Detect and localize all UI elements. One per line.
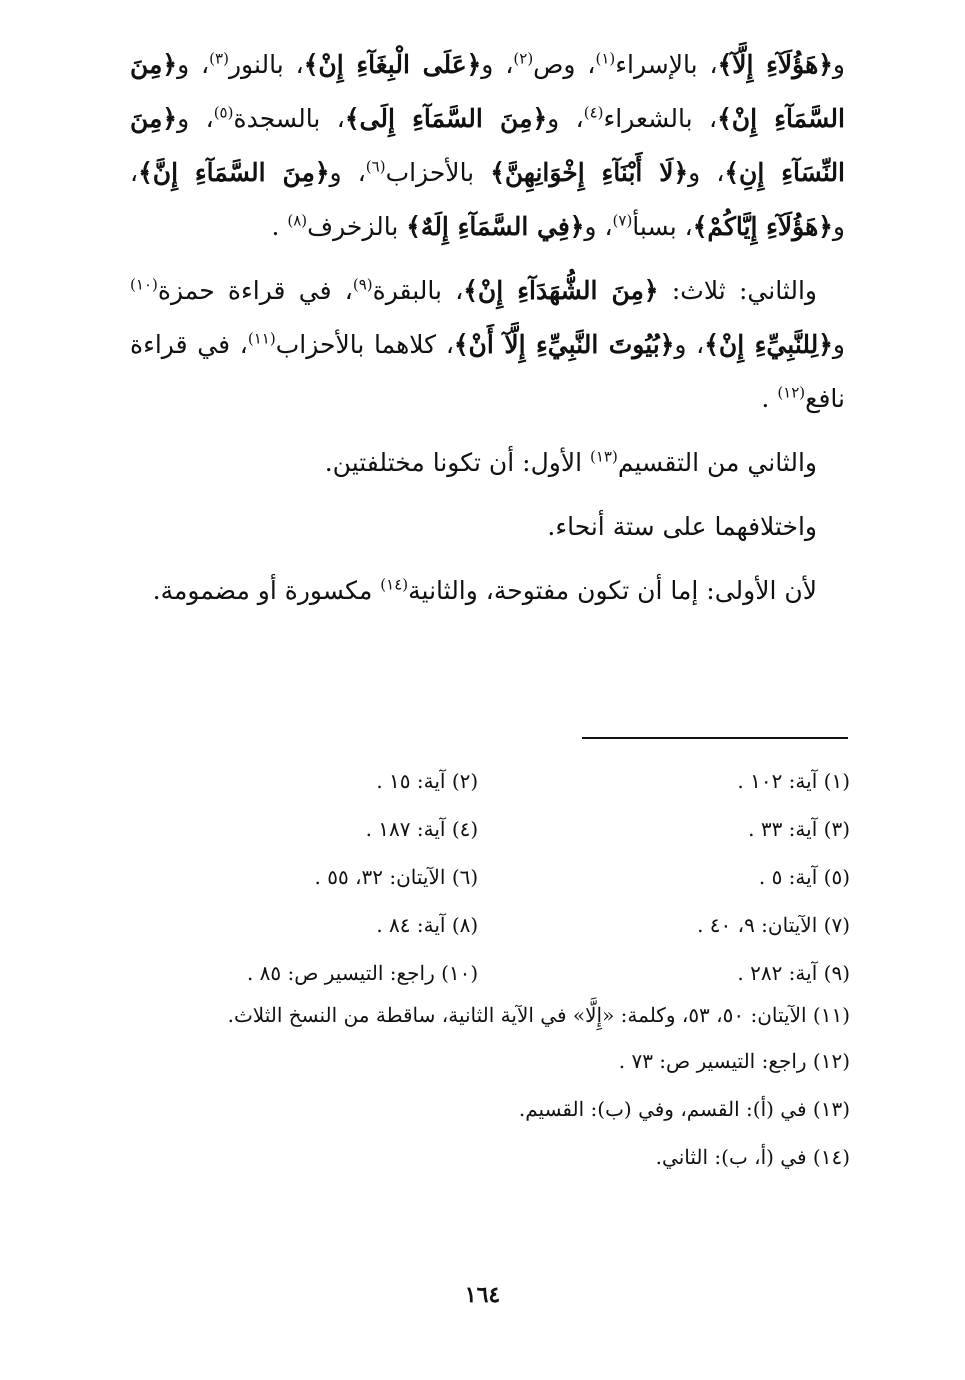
- text-run: ، وص: [533, 50, 596, 79]
- footnotes: [135, 757, 850, 1181]
- quran-quote: ﴿عَلَى الْبِغَآءِ إِنْ﴾: [303, 50, 482, 79]
- footnote-ref: (٢): [513, 49, 534, 68]
- text-run: ، بسبأ: [632, 212, 693, 241]
- quran-quote: ﴿هَؤُلَآءِ إِلَّآ﴾: [717, 50, 833, 79]
- footnote-ref: (١٤): [380, 575, 409, 594]
- quran-quote: ﴿مِنَ السَّمَآءِ إِنْ﴾: [130, 50, 845, 133]
- footnote-row: [135, 805, 850, 853]
- text-run: ، و: [177, 104, 214, 133]
- footnote: (٩) آية: ٢٨٢ .: [737, 961, 850, 985]
- text-run: ، في قراءة حمزة: [157, 276, 353, 305]
- paragraph-1: [130, 38, 845, 254]
- text-run: ، و: [481, 50, 514, 79]
- footnote-ref: (٤): [583, 103, 604, 122]
- footnote-divider: [582, 737, 848, 739]
- text-run: .: [761, 384, 778, 413]
- text-run: بالزخرف: [307, 212, 407, 241]
- footnote: (١٢) راجع: التيسير ص: ٧٣ .: [618, 1049, 850, 1073]
- page-number: ١٦٤: [464, 1282, 501, 1308]
- footnote-ref: (٧): [612, 211, 633, 230]
- text-run: ، في قراءة نافع: [130, 330, 845, 413]
- footnote: (٢) آية: ١٥ .: [376, 769, 479, 793]
- text-run: ، و: [177, 50, 210, 79]
- quran-quote: ﴿هَؤُلَآءِ إِيَّاكُمْ﴾: [692, 212, 833, 241]
- footnote-ref: (٦): [365, 157, 386, 176]
- text-run: ، بالشعراء: [603, 104, 718, 133]
- text-run: ، بالبقرة: [372, 276, 464, 305]
- footnote: (١٠) راجع: التيسير ص: ٨٥ .: [246, 961, 479, 985]
- text-run: مكسورة أو مضمومة.: [152, 576, 381, 605]
- footnote-ref: (١٢): [777, 383, 806, 402]
- quran-quote: ﴿فِي السَّمَآءِ إِلَهٌ﴾: [406, 212, 585, 241]
- text-run: ، كلاهما بالأحزاب: [275, 330, 454, 359]
- text-run: ، و: [130, 158, 845, 241]
- footnote: (١٤) في (أ، ب): الثاني.: [655, 1145, 850, 1169]
- footnote-ref: (٣): [209, 49, 229, 68]
- footnote: (٤) آية: ١٨٧ .: [365, 817, 479, 841]
- text-run: والثاني من التقسيم: [617, 448, 817, 477]
- text-run: الأول: أن تكونا مختلفتين.: [324, 448, 590, 477]
- footnote-ref: (٥): [213, 103, 234, 122]
- quran-quote: ﴿لَا أَبْنَآءِ إِخْوَانِهِنَّ﴾: [490, 158, 689, 187]
- text-run: ، و: [584, 212, 613, 241]
- footnote-ref: (١١): [247, 329, 276, 348]
- text-run: لأن الأولى: إما أن تكون مفتوحة، والثانية: [408, 576, 817, 605]
- quran-quote: ﴿مِنَ الشُّهَدَآءِ إِنْ﴾: [463, 276, 659, 305]
- footnote: (٨) آية: ٨٤ .: [376, 913, 479, 937]
- text-run: واختلافهما على ستة أنحاء.: [547, 512, 817, 541]
- text-line-3: [130, 564, 845, 618]
- footnote-ref: (٨): [287, 211, 308, 230]
- text-run: و: [832, 50, 845, 79]
- footnote: (١) آية: ١٠٢ .: [737, 769, 850, 793]
- text-run: ، و: [547, 104, 584, 133]
- text-run: و: [832, 330, 845, 359]
- main-text: [130, 38, 845, 618]
- quran-quote: ﴿لِلنَّبِيِّءِ إِنْ﴾: [704, 330, 833, 359]
- footnote-row: [135, 757, 850, 805]
- footnote-ref: (١٠): [130, 275, 158, 294]
- text-line-2: [130, 500, 845, 554]
- text-run: ، و: [688, 158, 725, 187]
- text-run: ، بالسجدة: [233, 104, 345, 133]
- quran-quote: ﴿مِنَ النِّسَآءِ إِنِ﴾: [130, 104, 846, 187]
- footnote: (٧) الآيتان: ٩، ٤٠ .: [697, 913, 850, 937]
- text-run: ، بالإسراء: [615, 50, 718, 79]
- text-run: والثاني: ثلاث:: [658, 276, 817, 305]
- footnote-row: [135, 853, 850, 901]
- text-line-1: [130, 436, 845, 490]
- footnote: (٦) الآيتان: ٣٢، ٥٥ .: [314, 865, 479, 889]
- text-run: ، بالنور: [228, 50, 304, 79]
- text-run: ، و: [329, 158, 366, 187]
- paragraph-2: [130, 264, 845, 426]
- text-run: ، و: [674, 330, 705, 359]
- footnote-ref: (١): [595, 49, 616, 68]
- footnote: (١٣) في (أ): القسم، وفي (ب): القسيم.: [518, 1097, 850, 1121]
- text-run: .: [271, 212, 288, 241]
- footnote-ref: (١٣): [590, 447, 618, 466]
- text-run: بالأحزاب: [385, 158, 491, 187]
- quran-quote: ﴿مِنَ السَّمَآءِ إِلَى﴾: [344, 104, 548, 133]
- footnote-ref: (٩): [352, 275, 373, 294]
- footnote-long: (١١) الآيتان: ٥٠، ٥٣، وكلمة: «إِلَّا» في الآية الثانية، ساقطة من النسخ الثلاث.: [227, 1003, 850, 1027]
- footnote-row: [135, 949, 850, 997]
- quran-quote: ﴿مِنَ السَّمَآءِ إِنَّ﴾: [138, 158, 330, 187]
- footnote: (٥) آية: ٥ .: [758, 865, 850, 889]
- quran-quote: ﴿بُيُوتَ النَّبِيِّءِ إِلَّآ أَنْ﴾: [453, 330, 675, 359]
- footnote-row: [135, 901, 850, 949]
- footnote: (٣) آية: ٣٣ .: [748, 817, 850, 841]
